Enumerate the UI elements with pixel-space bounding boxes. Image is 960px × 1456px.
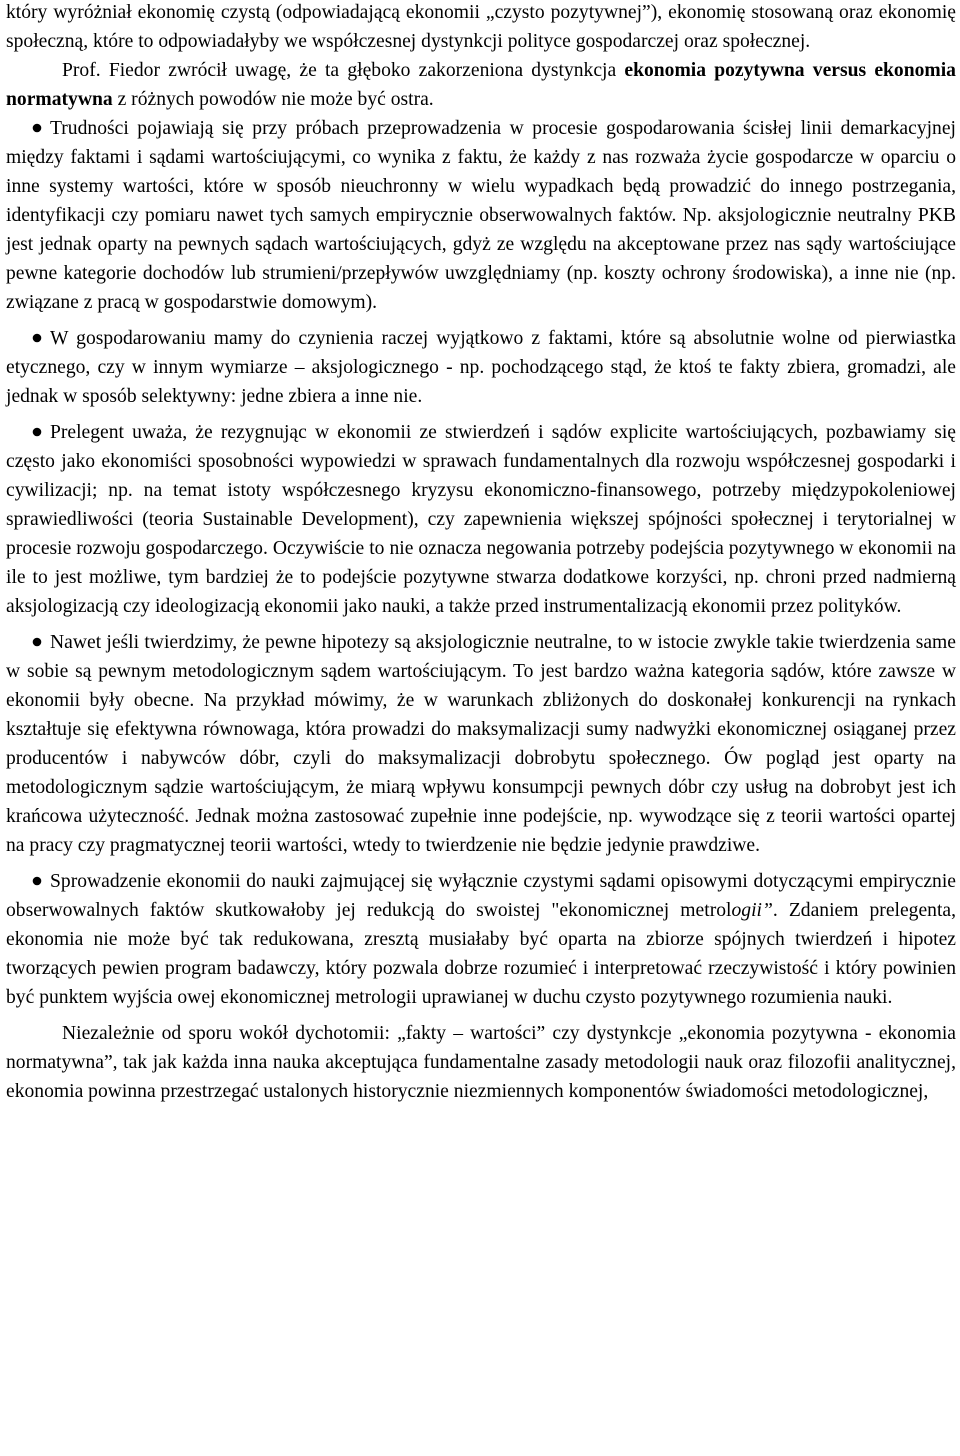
bullet-item-3 [6,418,956,621]
intro-text: który wyróżniał ekonomię czystą (odpowiadającą ekonomii „czysto pozytywnej”), ekonomię stosowaną oraz ekonomię społeczną, które to odpowiadałyby we współczesnej dystynkcji polityce gospodarczej oraz społecznej. [6,2,956,52]
bullet-item-4 [6,628,956,860]
bullet-item-5 [6,867,956,1012]
intro-paragraph [6,0,956,56]
prof-text-start: Prof. Fiedor zwrócił uwagę, że ta głęboko zakorzeniona dystynkcja [62,60,625,81]
bullet-item-2 [6,324,956,411]
prof-paragraph [6,56,956,114]
bullet-text-5-italic: ogii” [731,900,773,921]
bullet-text-4: Nawet jeśli twierdzimy, że pewne hipotezy są aksjologicznie neutralne, to w istocie zwykle takie twierdzenia same w sobie są pewnym metodologicznym sądem wartościującym. To jest bardzo ważna kategoria sądów, które zawsze w ekonomii były obecne. Na przykład mówimy, że w warunkach zbliżonych do doskonałej konkurencji na rynkach kształtuje się efektywna równowaga, która prowadzi do maksymalizacji sumy nadwyżki ekonomicznej osiąganej przez producentów i nabywców dóbr, czyli do maksymalizacji dobrobytu społecznego. Ów pogląd jest oparty na metodologicznym sądzie wartościującym, że miarą wpływu konsumpcji pewnych dóbr czy usług na dobrobyt jest ich krańcowa użyteczność. Jednak można zastosować zupełnie inne podejście, np. wywodzące się z teorii wartości opartej na pracy czy pragmatycznej teorii wartości, wtedy to twierdzenie nie będzie jedynie prawdziwe. [6,632,956,856]
prof-bold-term: ekonomia pozytywna versus ekonomia normatywna [6,60,956,110]
bullet-text-5-start: Sprowadzenie ekonomii do nauki zajmującej się wyłącznie czystymi sądami opisowymi dotyczącymi empirycznie obserwowalnych faktów skutkowałoby jej redukcją do swoistej "ekonomicznej metrol [6,871,956,921]
closing-paragraph [6,1019,956,1106]
bullet-text-2: W gospodarowaniu mamy do czynienia raczej wyjątkowo z faktami, które są absolutnie wolne od pierwiastka etycznego, czy w innym wymiarze – aksjologicznego - np. pochodzącego stąd, że ktoś te fakty zbiera, gromadzi, ale jednak w sposób selektywny: jedne zbiera a inne nie. [6,328,956,407]
bullet-text-5-end: . Zdaniem prelegenta, ekonomia nie może być tak redukowana, zresztą musiałaby być oparta na zbiorze spójnych twierdzeń i hipotez tworzących pewien program badawczy, który pozwala dobrze rozumieć i interpretować rzeczywistość i który powinien być punktem wyjścia owej ekonomicznej metrologii uprawianej w duchu czysto pozytywnego rozumienia nauki. [6,900,956,1008]
bullet-text-3: Prelegent uważa, że rezygnując w ekonomii ze stwierdzeń i sądów explicite wartościujących, pozbawiamy się często jako ekonomiści sposobności wypowiedzi w sprawach fundamentalnych dla rozwoju współczesnej gospodarki i cywilizacji; np. na temat istoty współczesnego kryzysu ekonomiczno-finansowego, potrzeby międzypokoleniowej sprawiedliwości (teoria Sustainable Development), czy zapewnienia większej spójności społecznej i terytorialnej w procesie rozwoju gospodarczego. Oczywiście to nie oznacza negowania potrzeby podejścia pozytywnego w ekonomii na ile to jest możliwe, tym bardziej że to podejście pozytywne stwarza dodatkowe korzyści, np. chroni przed nadmierną aksjologizacją czy ideologizacją ekonomii jako nauki, a także przed instrumentalizacją ekonomii przez polityków. [6,422,956,617]
closing-text: Niezależnie od sporu wokół dychotomii: „fakty – wartości” czy dystynkcje „ekonomia pozytywna - ekonomia normatywna”, tak jak każda inna nauka akceptująca fundamentalne zasady metodologii nauk oraz filozofii analitycznej, ekonomia powinna przestrzegać ustalonych historycznie niezmiennych komponentów świadomości metodologicznej, [6,1023,956,1102]
prof-text-end: z różnych powodów nie może być ostra. [112,89,434,110]
bullet-item-1 [6,114,956,317]
bullet-text-1: Trudności pojawiają się przy próbach przeprowadzenia w procesie gospodarowania ścisłej linii demarkacyjnej między faktami i sądami wartościującymi, co wynika z faktu, że każdy z nas rozważa życie gospodarcze w oparciu o inne systemy wartości, które w sposób nieuchronny w wielu wypadkach będą prowadzić do innego postrzegania, identyfikacji czy pomiaru nawet tych samych empirycznie obserwowalnych faktów. Np. aksjologicznie neutralny PKB jest jednak oparty na pewnych sądach wartościujących, gdyż ze względu na akceptowane przez nas sądy wartościujące pewne kategorie dochodów lub strumieni/przepływów uwzględniamy (np. koszty ochrony środowiska), a inne nie (np. związane z pracą w gospodarstwie domowym). [6,118,956,313]
